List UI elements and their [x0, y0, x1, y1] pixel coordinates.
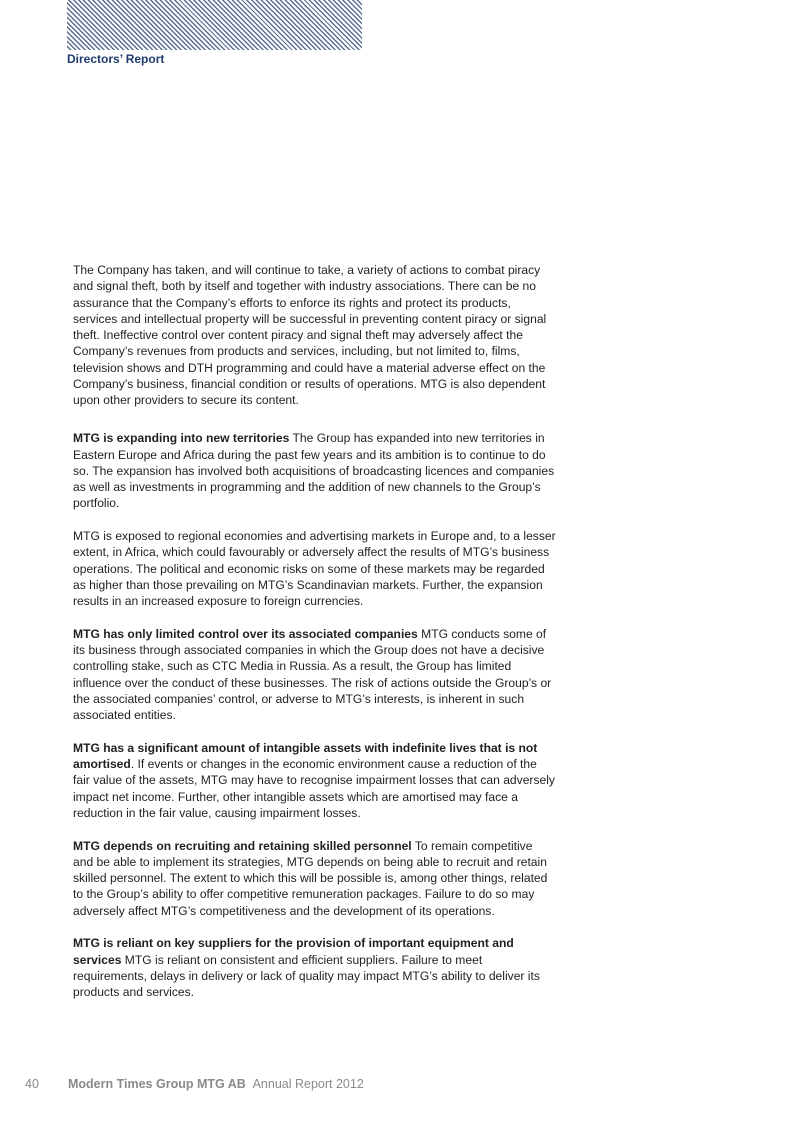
paragraph-text: . If events or changes in the economic environment cause a reduction of the fair value of the assets, MTG may have to recognise impairment losses that can adversely impact net income. Further, other intangible assets which are amortised may face a reduction in the fair value, causing impairment losses. — [73, 757, 555, 820]
header-hatch-pattern — [67, 0, 362, 50]
paragraph-text: MTG conducts some of its business through associated companies in which the Group does not have a decisive controlling stake, such as CTC Media in Russia. As a result, the Group has limited influence over the conduct of these businesses. The risk of actions outside the Group’s or the associated companies’ control, or adverse to MTG’s interests, is inherent in such associated entities. — [73, 626, 552, 722]
paragraph-text: MTG is exposed to regional economies and advertising markets in Europe and, to a lesser extent, in Africa, which could favourably or adversely affect the results of MTG’s business operations. The political and economic risks on some of these markets may be regarded as higher than those prevailing on MTG’s Scandinavian markets. Further, the expansion results in an increased exposure to foreign currencies. — [73, 529, 556, 608]
paragraph — [73, 528, 633, 609]
paragraph-heading: MTG depends on recruiting and retaining skilled personnel — [73, 838, 412, 853]
report-name: Annual Report 2012 — [252, 1077, 364, 1091]
paragraph-heading: MTG has a significant amount of intangible assets with indefinite lives that is not amortised — [73, 740, 538, 771]
company-name: Modern Times Group MTG AB — [68, 1077, 246, 1091]
page-footer — [25, 1077, 364, 1091]
paragraph-text: The Company has taken, and will continue to take, a variety of actions to combat piracy and signal theft, both by itself and together with industry associations. There can be no assurance that the Company’s efforts to enforce its rights and protect its products, services and intellectual property will be successful in preventing content piracy or signal theft. Ineffective control over content piracy and signal theft may adversely affect the Company’s revenues from products and services, including, but not limited to, films, television shows and DTH programming and could have a material adverse effect on the Company’s business, financial condition or results of operations. MTG is also dependent upon other providers to secure its content. — [73, 263, 547, 407]
section-title: Directors’ Report — [67, 52, 165, 66]
paragraph — [73, 262, 633, 408]
paragraph — [73, 935, 633, 1000]
paragraph-heading: MTG has only limited control over its associated companies — [73, 626, 418, 641]
paragraph — [73, 740, 633, 821]
body-text — [73, 262, 633, 1017]
paragraph — [73, 430, 633, 511]
page-number: 40 — [25, 1077, 39, 1091]
paragraph-heading: MTG is reliant on key suppliers for the provision of important equipment and services — [73, 936, 514, 967]
paragraph — [73, 838, 633, 919]
paragraph — [73, 626, 633, 724]
paragraph-text: MTG is reliant on consistent and efficient suppliers. Failure to meet requirements, delays in delivery or lack of quality may impact MTG’s ability to deliver its products and services. — [73, 952, 540, 999]
paragraph-text: To remain competitive and be able to implement its strategies, MTG depends on being able to recruit and retain skilled personnel. The extent to which this will be possible is, among other things, related to the Group’s ability to offer competitive remuneration packages. Failure to do so may adversely affect MTG’s competitiveness and the development of its operations. — [73, 838, 548, 918]
paragraph-heading: MTG is expanding into new territories — [73, 431, 290, 446]
paragraph-text: The Group has expanded into new territories in Eastern Europe and Africa during the past few years and its ambition is to continue to do so. The expansion has involved both acquisitions of broadcasting licences and companies as well as investments in programming and the addition of new channels to the Group’s portfolio. — [73, 431, 555, 511]
